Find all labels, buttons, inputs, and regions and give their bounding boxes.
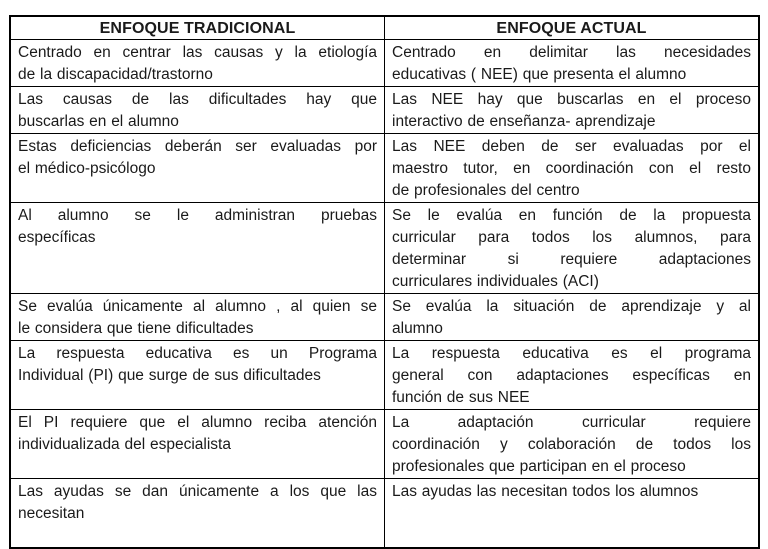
table-header xyxy=(10,16,759,40)
cell-traditional xyxy=(10,294,385,341)
cell-text-line: La respuesta educativa es el programa xyxy=(392,345,751,362)
comparison-table xyxy=(9,15,760,549)
cell-actual xyxy=(385,341,760,410)
cell-traditional xyxy=(10,203,385,294)
cell-text-line: de la discapacidad/trastorno xyxy=(18,66,213,83)
cell-text-line: general con adaptaciones específicas en xyxy=(392,367,751,384)
table-row xyxy=(10,40,759,87)
cell-text-line: Las NEE hay que buscarlas en el proceso xyxy=(392,91,751,108)
cell-traditional xyxy=(10,87,385,134)
cell-text-line: El PI requiere que el alumno reciba atención xyxy=(18,414,377,431)
cell-traditional xyxy=(10,40,385,87)
header-row xyxy=(10,16,759,40)
table-row xyxy=(10,294,759,341)
cell-traditional xyxy=(10,410,385,479)
cell-actual xyxy=(385,203,760,294)
cell-text-line: La adaptación curricular requiere xyxy=(392,414,751,431)
cell-actual xyxy=(385,87,760,134)
header-traditional: ENFOQUE TRADICIONAL xyxy=(10,16,385,40)
table-row xyxy=(10,341,759,410)
cell-text-line: específicas xyxy=(18,229,96,246)
cell-text-line: necesitan xyxy=(18,505,85,522)
cell-traditional xyxy=(10,341,385,410)
cell-text-line: Las ayudas se dan únicamente a los que las xyxy=(18,483,377,500)
cell-text-line: alumno xyxy=(392,320,443,337)
cell-actual xyxy=(385,134,760,203)
cell-text-line: determinar si requiere adaptaciones xyxy=(392,251,751,268)
cell-actual xyxy=(385,410,760,479)
cell-traditional xyxy=(10,134,385,203)
cell-text-line: Se evalúa únicamente al alumno , al quien se xyxy=(18,298,377,315)
cell-text-line: educativas ( NEE) que presenta el alumno xyxy=(392,66,687,83)
cell-actual xyxy=(385,40,760,87)
cell-text-line: profesionales que participan en el proceso xyxy=(392,458,686,475)
cell-actual xyxy=(385,294,760,341)
cell-text-line: le considera que tiene dificultades xyxy=(18,320,254,337)
cell-text-line: el médico-psicólogo xyxy=(18,160,156,177)
cell-actual xyxy=(385,479,760,548)
cell-text-line: de profesionales del centro xyxy=(392,182,580,199)
cell-text-line: individualizada del especialista xyxy=(18,436,231,453)
cell-text-line: Las NEE deben de ser evaluadas por el xyxy=(392,138,751,155)
cell-text-line: Se evalúa la situación de aprendizaje y al xyxy=(392,298,751,315)
cell-text-line: Individual (PI) que surge de sus dificultades xyxy=(18,367,321,384)
table-row xyxy=(10,134,759,203)
cell-text-line: Las ayudas las necesitan todos los alumnos xyxy=(392,483,699,500)
cell-text-line: Centrado en delimitar las necesidades xyxy=(392,44,751,61)
cell-text-line: Al alumno se le administran pruebas xyxy=(18,207,377,224)
cell-text-line: curricular para todos los alumnos, para xyxy=(392,229,751,246)
table-row xyxy=(10,410,759,479)
header-actual: ENFOQUE ACTUAL xyxy=(385,16,760,40)
table-body xyxy=(10,40,759,548)
cell-text-line: coordinación y colaboración de todos los xyxy=(392,436,751,453)
cell-text-line: curriculares individuales (ACI) xyxy=(392,273,599,290)
cell-text-line: maestro tutor, en coordinación con el resto xyxy=(392,160,751,177)
cell-text-line: La respuesta educativa es un Programa xyxy=(18,345,377,362)
table-row xyxy=(10,87,759,134)
table-row xyxy=(10,203,759,294)
cell-text-line: interactivo de enseñanza- aprendizaje xyxy=(392,113,656,130)
cell-text-line: Centrado en centrar las causas y la etiología xyxy=(18,44,377,61)
cell-text-line: función de sus NEE xyxy=(392,389,530,406)
cell-text-line: buscarlas en el alumno xyxy=(18,113,179,130)
table-row xyxy=(10,479,759,548)
cell-text-line: Las causas de las dificultades hay que xyxy=(18,91,377,108)
cell-text-line: Se le evalúa en función de la propuesta xyxy=(392,207,751,224)
cell-text-line: Estas deficiencias deberán ser evaluadas por xyxy=(18,138,377,155)
cell-traditional xyxy=(10,479,385,548)
